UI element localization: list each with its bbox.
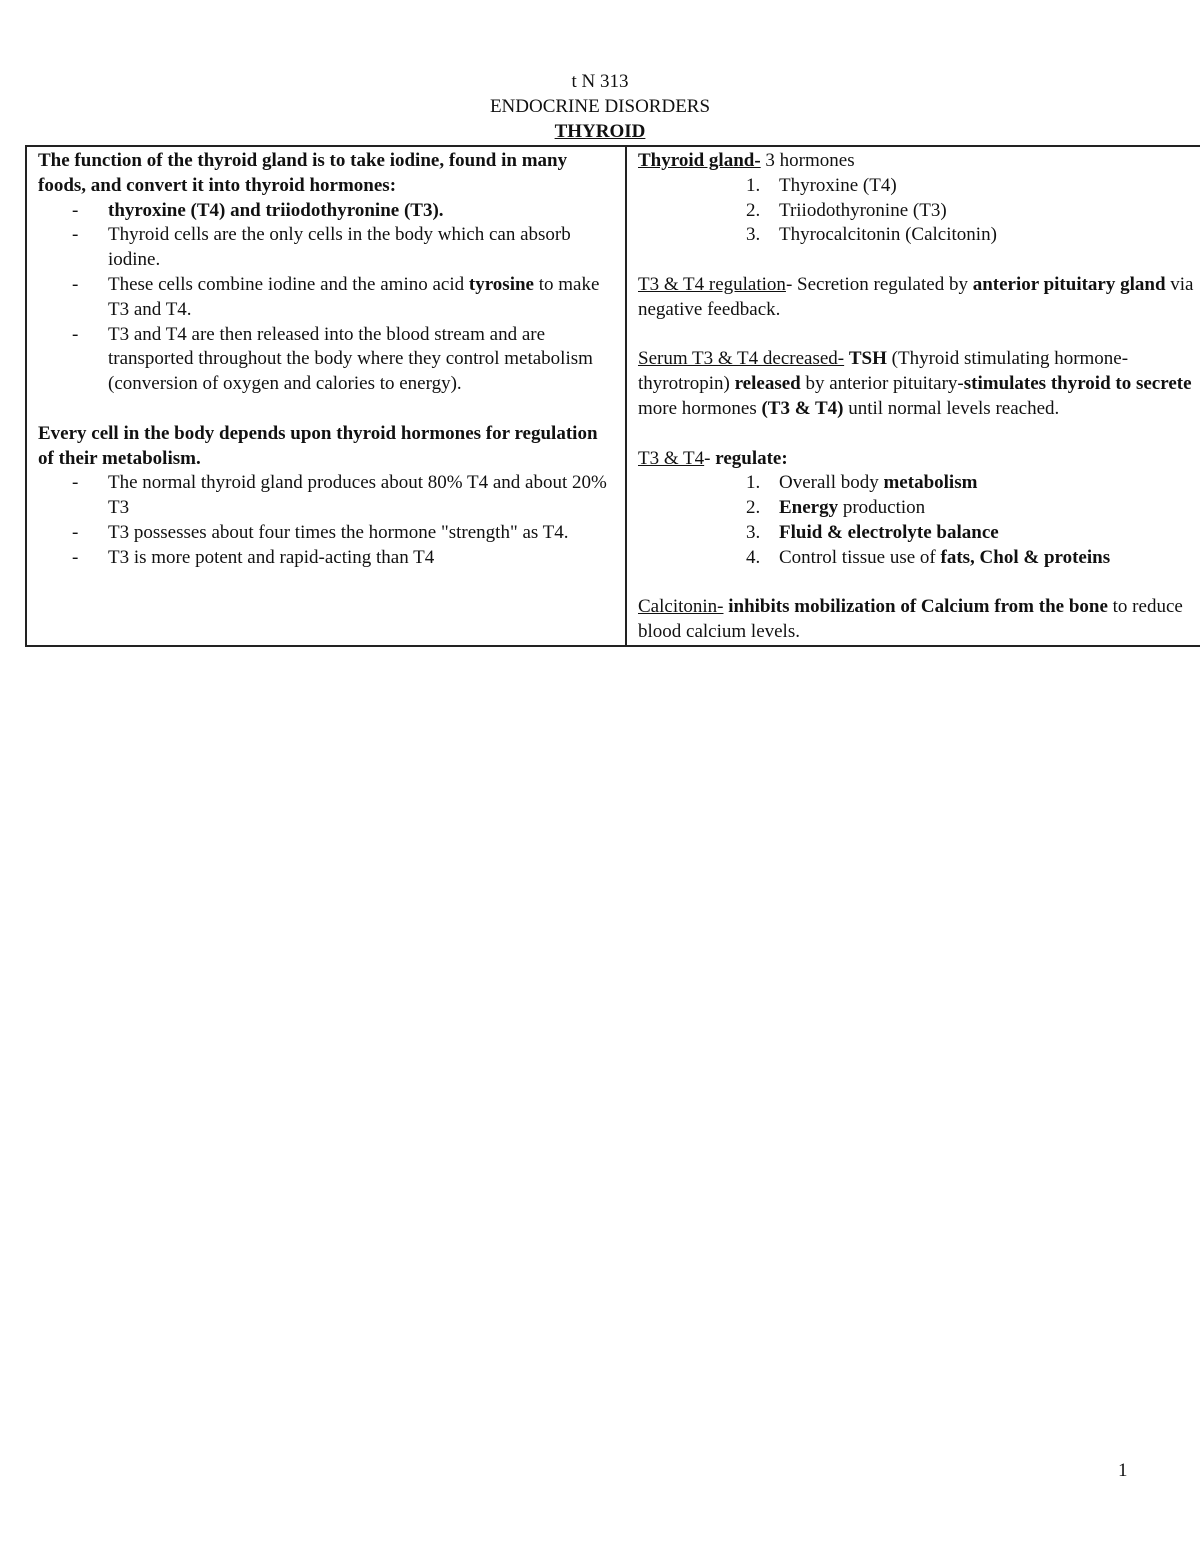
serum-paragraph: Serum T3 & T4 decreased- TSH (Thyroid stimulating hormone-thyrotropin) released by anterior pituitary-stimulates thyroid to secrete more hormones (T3 & T4) until normal levels reached. [638,348,1192,419]
section-title: ENDOCRINE DISORDERS [489,95,711,117]
list-item: 4. Control tissue use of fats, Chol & proteins [746,546,1111,568]
dash-marker: - [72,472,79,494]
right-column [626,146,1200,646]
dash-marker: - [72,199,79,221]
list-item: 1. Overall body metabolism [746,472,978,494]
topic-title: THYROID [554,120,646,142]
list-item: 2. Triiodothyronine (T3) [746,199,947,221]
dash-marker: - [72,273,79,295]
list-item: - thyroxine (T4) and triiodothyronine (T3). [38,199,613,224]
regulate-heading: T3 & T4- regulate: [638,447,788,469]
spacer [638,323,1200,348]
dash-marker: - [72,323,79,345]
dash-marker: - [72,224,79,246]
hormone-facts-list [38,471,613,570]
list-item: 3. Fluid & electrolyte balance [746,521,999,543]
regulation-paragraph: T3 & T4 regulation- Secretion regulated by anterior pituitary gland via negative feedback. [638,273,1194,320]
dash-marker: - [72,521,79,543]
calcitonin-paragraph: Calcitonin- inhibits mobilization of Calcium from the bone to reduce blood calcium levels. [638,596,1183,643]
table-row [26,146,1200,646]
thyroid-function-list [38,199,613,397]
spacer [638,571,1200,596]
thyroid-function-intro: The function of the thyroid gland is to take iodine, found in many foods, and convert it into thyroid hormones: [38,150,568,196]
list-item: - T3 is more potent and rapid-acting than T4 [38,546,613,571]
dash-marker: - [72,546,79,568]
left-column [26,146,626,646]
course-code: t N 313 [571,71,629,92]
spacer [638,422,1200,447]
content-table [25,145,1200,647]
list-item: - Thyroid cells are the only cells in the body which can absorb iodine. [72,224,571,271]
list-item: 3. Thyrocalcitonin (Calcitonin) [746,224,997,246]
metabolism-statement: Every cell in the body depends upon thyroid hormones for regulation of their metabolism. [38,422,598,469]
list-item: - T3 and T4 are then released into the blood stream and are transported throughout the body where they control metabolism (conversion of oxygen and calories to energy). [72,323,593,395]
thyroid-gland-heading: Thyroid gland- 3 hormones [638,150,855,171]
list-item: 2. Energy production [746,497,926,519]
regulate-list [638,471,1200,570]
list-item: - T3 possesses about four times the hormone "strength" as T4. [38,521,613,546]
list-item: - These cells combine iodine and the amino acid tyrosine to make T3 and T4. [72,273,600,320]
list-item: - The normal thyroid gland produces about 80% T4 and about 20% T3 [72,472,607,519]
page-number: 1 [1118,1460,1128,1481]
spacer [638,248,1200,273]
spacer [38,397,613,422]
list-item: 1. Thyroxine (T4) [746,174,897,196]
document-header [0,70,1200,144]
hormone-list [638,174,1200,248]
